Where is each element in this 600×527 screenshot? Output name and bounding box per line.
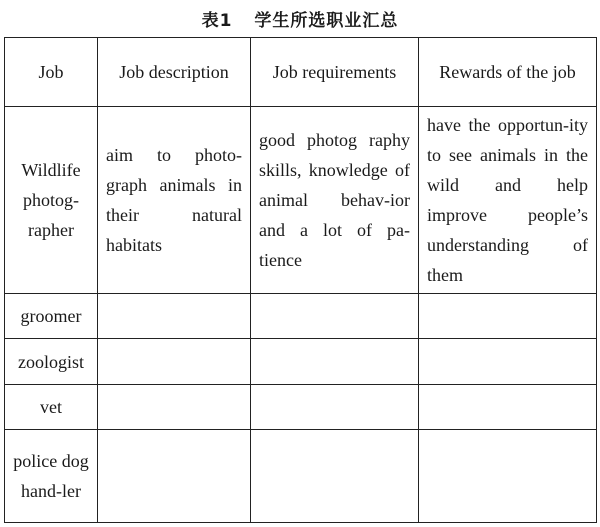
rewards-cell xyxy=(419,430,597,523)
header-job-description: Job description xyxy=(98,38,251,107)
table-title: 学生所选职业汇总 xyxy=(254,10,399,31)
table-row xyxy=(5,107,597,294)
requirements-cell xyxy=(251,294,419,339)
description-cell xyxy=(98,294,251,339)
description-cell xyxy=(98,339,251,385)
rewards-cell: have the opportun-ity to see animals in the wild and help improve people’s understanding of them xyxy=(419,107,597,294)
requirements-cell: good photog raphy skills, knowledge of animal behav-ior and a lot of pa-tience xyxy=(251,107,419,294)
requirements-cell xyxy=(251,430,419,523)
job-cell: groomer xyxy=(5,294,98,339)
table-row xyxy=(5,294,597,339)
table-row xyxy=(5,430,597,523)
header-job: Job xyxy=(5,38,98,107)
table-row xyxy=(5,339,597,385)
job-cell: Wildlife photog-rapher xyxy=(5,107,98,294)
table-header-row xyxy=(5,38,597,107)
header-job-requirements: Job requirements xyxy=(251,38,419,107)
table-caption xyxy=(0,0,600,36)
rewards-cell xyxy=(419,294,597,339)
header-rewards: Rewards of the job xyxy=(419,38,597,107)
description-cell xyxy=(98,385,251,430)
job-cell: zoologist xyxy=(5,339,98,385)
table-number: 表1 xyxy=(201,10,233,31)
job-cell: police dog hand-ler xyxy=(5,430,98,523)
requirements-cell xyxy=(251,385,419,430)
table-row xyxy=(5,385,597,430)
description-cell xyxy=(98,430,251,523)
job-cell: vet xyxy=(5,385,98,430)
rewards-cell xyxy=(419,385,597,430)
rewards-cell xyxy=(419,339,597,385)
careers-table xyxy=(4,37,597,523)
requirements-cell xyxy=(251,339,419,385)
description-cell: aim to photo-graph animals in their natural habitats xyxy=(98,107,251,294)
